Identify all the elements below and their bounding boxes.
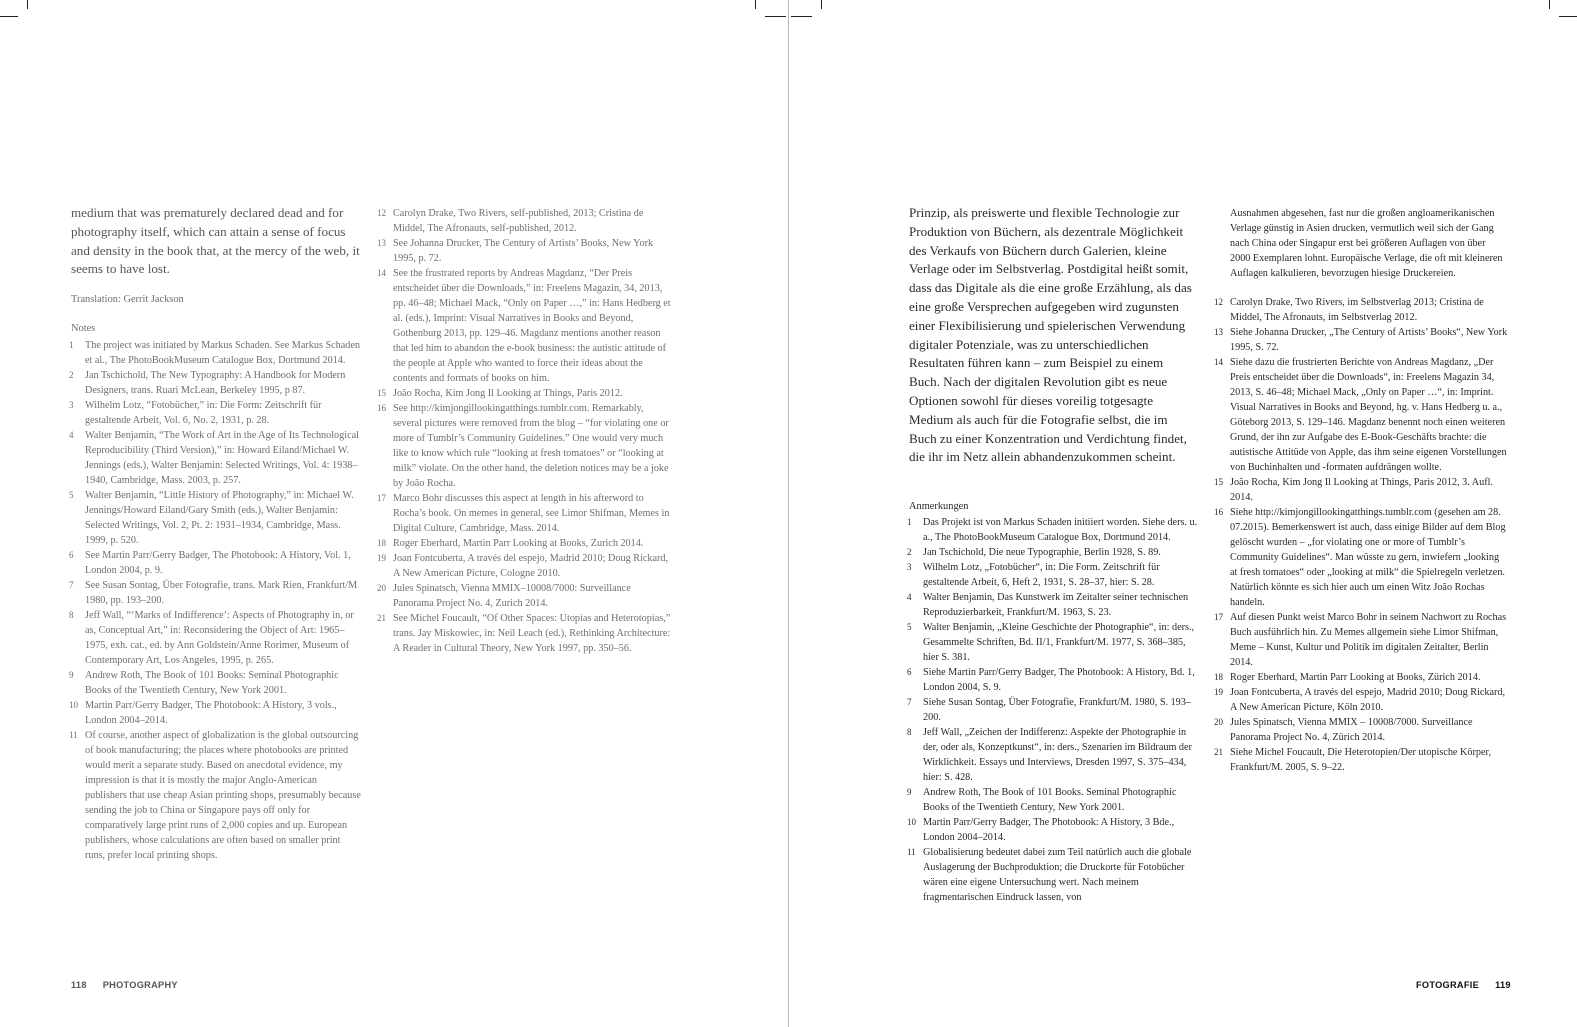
footnote	[909, 695, 1199, 725]
footnote-number: 9	[69, 670, 74, 680]
footnote-text: Siehe Martin Parr/Gerry Badger, The Photobook: A History, Bd. 1, London 2004, S. 9.	[923, 667, 1195, 693]
footnote-text: Wilhelm Lotz, “Fotobücher,” in: Die Form: Zeitschrift für gestaltende Arbeit, Vol. 6, No. 2, 1931, p. 28.	[85, 400, 322, 426]
footnote-text: Siehe Johanna Drucker, „The Century of Artists’ Books“, New York 1995, S. 72.	[1230, 327, 1508, 353]
footnote-number: 16	[377, 403, 386, 413]
footnote-text: Jules Spinatsch, Vienna MMIX–10008/7000: Surveillance Panorama Project No. 4, Zurich 2014.	[393, 583, 631, 609]
footnote	[909, 725, 1199, 785]
footnote-text: See the frustrated reports by Andreas Magdanz, “Der Preis entscheidet über die Downloads,” in: Freelens Magazin, 34, 2013, pp. 46–48; Michael Mack, “Only on Paper …,” in: Hans Hedberg et al. (eds.), Imprint: Visual Narratives in Books and Beyond, Gothenburg 2013, pp. 129–46. Magdanz mentions another reason that led him to abandon the e-book business: the autistic attitude of the people at Apple who wanted to force their ideas about the contents and formats of books on him.	[393, 268, 671, 384]
footnote-number: 15	[377, 388, 386, 398]
footnote	[71, 398, 361, 428]
footnote-text: Jan Tschichold, Die neue Typographie, Berlin 1928, S. 89.	[923, 547, 1161, 558]
notes-list	[71, 338, 361, 863]
footnote	[71, 548, 361, 578]
footnote-number: 4	[907, 592, 912, 602]
footnote	[379, 581, 671, 611]
footnote-number: 11	[69, 730, 78, 740]
footnote-text: Jeff Wall, “‘Marks of Indifference’: Aspects of Photography in, or as, Conceptual Art,” in: Reconsidering the Object of Art: 1965–1975, exh. cat., ed. by Ann Goldstein/Anne Rorimer, Museum of Contemporary Art, Los Angeles, 1995, p. 265.	[85, 610, 354, 666]
footnote-number: 2	[69, 370, 74, 380]
footnote-text: See Michel Foucault, “Of Other Spaces: Utopias and Heterotopias,” trans. Jay Miskowiec, in: Neil Leach (ed.), Rethinking Architecture: A Reader in Cultural Theory, New York 1997, pp. 350–56.	[393, 613, 671, 654]
footnote-number: 7	[907, 697, 912, 707]
footnote	[71, 428, 361, 488]
footnote-text: Andrew Roth, The Book of 101 Books. Seminal Photographic Books of the Twentieth Century, New York 2001.	[923, 787, 1177, 813]
footnote	[1216, 745, 1508, 775]
footnote	[909, 815, 1199, 845]
footnote-number: 10	[69, 700, 78, 710]
footnote-number: 6	[69, 550, 74, 560]
right-page	[789, 0, 1577, 1027]
footnote-number: 17	[377, 493, 386, 503]
footnote-number: 15	[1214, 477, 1223, 487]
footnote	[71, 668, 361, 698]
footnote	[379, 491, 671, 536]
footnote	[379, 236, 671, 266]
footnote-number: 17	[1214, 612, 1223, 622]
notes-list	[1216, 295, 1508, 775]
footnote	[71, 578, 361, 608]
page-footer	[1416, 980, 1511, 990]
intro-paragraph: medium that was prematurely declared dead and for photography itself, which can attain a sense of focus and density in the book that, at the mercy of the web, it seems to have lost.	[71, 205, 360, 277]
footnote-text: Siehe dazu die frustrierten Berichte von Andreas Magdanz, „Der Preis entscheidet über die Downloads“, in: Freelens Magazin 34, 2013, S. 46–48; Michael Mack, „Only on Paper …“, in: Imprint. Visual Narratives in Books and Beyond, hg. v. Hans Hedberg u. a., Göteborg 2013, S. 129–146. Magdanz benennt noch einen weiteren Grund, der ihn zur Aufgabe des E-Book-Geschäfts brachte: die autistische Attitüde von Apple, das ihm seine eigenen Vorstellungen von Buchinhalten und -formaten aufdrängen wollte.	[1230, 357, 1507, 473]
footnote-number: 21	[377, 613, 386, 623]
footnote-text: See Johanna Drucker, The Century of Artists’ Books, New York 1995, p. 72.	[393, 238, 654, 264]
footnote-number: 20	[377, 583, 386, 593]
footnote-text: Carolyn Drake, Two Rivers, self-published, 2013; Cristina de Middel, The Afronauts, self-published, 2012.	[393, 208, 644, 234]
footnote-number: 12	[377, 208, 386, 218]
footnote	[379, 206, 671, 236]
notes-heading: Notes	[71, 323, 96, 334]
footnote	[909, 785, 1199, 815]
notes-heading: Anmerkungen	[909, 501, 969, 512]
footnote-text: Walter Benjamin, “The Work of Art in the Age of Its Technological Reproducibility (Third Version),” in: Howard Eiland/Michael W. Jennings (eds.), Walter Benjamin: Selected Writings, Vol. 4: 1938–1940, Cambridge, Mass. 2003, p. 257.	[85, 430, 359, 486]
footnote-text: Of course, another aspect of globalization is the global outsourcing of book manufacturing; the places where photobooks are printed would merit a separate study. Based on anecdotal evidence, my impression is that it is mostly the major Anglo-American publishers that use cheap Asian printing shops, presumably because sending the job to China or Singapore pays off only for comparatively large print runs of 2,000 copies and up. European publishers, whose calculations are often based on smaller print runs, prefer local printing shops.	[85, 730, 361, 861]
footnote-number: 10	[907, 817, 916, 827]
footnote-number: 20	[1214, 717, 1223, 727]
footnote-number: 16	[1214, 507, 1223, 517]
footnote	[71, 698, 361, 728]
footnote	[71, 608, 361, 668]
footnote-number: 5	[69, 490, 74, 500]
footnote	[1216, 475, 1508, 505]
footnote-number: 13	[1214, 327, 1223, 337]
footnote-text: Auf diesen Punkt weist Marco Bohr in seinem Nachwort zu Rochas Buch ausführlich hin. Zu Memes allgemein siehe Limor Shifman, Meme – Kunst, Kultur und Politik im digitalen Zeitalter, Berlin 2014.	[1230, 612, 1507, 668]
footnote	[1216, 505, 1508, 610]
footnote-text: See http://kimjongillookingatthings.tumblr.com. Remarkably, several pictures were removed from the blog – “for violating one or more of Tumblr’s Community Guidelines.” One would very much like to know which rule “looking at fresh tomatoes” or “looking at milk” violate. On the other hand, the deletion notices may be a joke by João Rocha.	[393, 403, 669, 489]
footnote-text: Joan Fontcuberta, A través del espejo, Madrid 2010; Doug Rickard, A New American Picture, Cologne 2010.	[393, 553, 669, 579]
notes-continuation: Ausnahmen abgesehen, fast nur die großen angloamerikanischen Verlage günstig in Asien drucken, vermutlich weil sich der Gang nach China oder Singapur erst bei größeren Auflagen von über 2000 Exemplaren lohnt. Europäische Verlage, die oft mit kleineren Auflagen kalkulieren, bevorzugen hiesige Druckereien.	[1230, 208, 1503, 279]
left-page	[0, 0, 788, 1027]
footnote-text: João Rocha, Kim Jong Il Looking at Things, Paris 2012, 3. Aufl. 2014.	[1230, 477, 1493, 503]
footnote-text: Siehe Michel Foucault, Die Heterotopien/Der utopische Körper, Frankfurt/M. 2005, S. 9–22.	[1230, 747, 1491, 773]
footnote-number: 8	[69, 610, 74, 620]
footnote	[1216, 670, 1508, 685]
footnote-text: Siehe Susan Sontag, Über Fotografie, Frankfurt/M. 1980, S. 193–200.	[923, 697, 1191, 723]
footnote	[379, 611, 671, 656]
running-head: FOTOGRAFIE	[1416, 980, 1480, 990]
footnote-text: Joan Fontcuberta, A través del espejo, Madrid 2010; Doug Rickard, A New American Picture, Köln 2010.	[1230, 687, 1506, 713]
notes-list	[379, 206, 671, 656]
footnote-number: 14	[1214, 357, 1223, 367]
notes-list	[909, 515, 1199, 905]
footnote-number: 6	[907, 667, 912, 677]
intro-paragraph: Prinzip, als preiswerte und flexible Technologie zur Produktion von Büchern, als dezentrale Möglichkeit des Verkaufs von Büchern durch Galerien, kleine Verlage oder im Selbstverlag. Postdigital heißt somit, dass das Digitale als die eine große Erzählung, als das eine große Versprechen aufgegeben wird zugunsten einer Flexibilisierung und spielerischen Verwendung digitaler Potenziale, was zu unterschiedlichen Resultaten führen kann – zum Beispiel zu einem Buch. Nach der digitalen Revolution gibt es neue Optionen sowohl für dieses voreilig totgesagte Medium als auch für die Fotografie selbst, die im Buch zu einer Konzentration und Verdichtung findet, die ihr im Netz allein abhandenzukommen scheint.	[909, 205, 1192, 465]
footnote-number: 2	[907, 547, 912, 557]
footnote-number: 4	[69, 430, 74, 440]
footnote	[909, 590, 1199, 620]
footnote-text: Jeff Wall, „Zeichen der Indifferenz: Aspekte der Photographie in der, oder als, Konzeptkunst“, in: ders., Szenarien im Bildraum der Wirklichkeit. Essays und Interviews, Dresden 1997, S. 375–434, hier: S. 428.	[923, 727, 1192, 783]
footnote-number: 13	[377, 238, 386, 248]
footnote-number: 11	[907, 847, 916, 857]
footnote	[379, 266, 671, 386]
footnote	[71, 488, 361, 548]
footnote-text: See Susan Sontag, Über Fotografie, trans. Mark Rien, Frankfurt/M 1980, pp. 193–200.	[85, 580, 358, 606]
footnote	[909, 515, 1199, 545]
footnote-text: Das Projekt ist von Markus Schaden initiiert worden. Siehe ders. u. a., The PhotoBookMuseum Catalogue Box, Dortmund 2014.	[923, 517, 1198, 543]
footnote-text: Andrew Roth, The Book of 101 Books: Seminal Photographic Books of the Twentieth Century, New York 2001.	[85, 670, 339, 696]
footnote	[1216, 325, 1508, 355]
footnote	[1216, 610, 1508, 670]
footnote-number: 12	[1214, 297, 1223, 307]
footnote	[379, 386, 671, 401]
footnote-text: Siehe http://kimjongillookingatthings.tumblr.com (gesehen am 28. 07.2015). Bemerkenswert ist auch, dass einige Bilder auf dem Blog gelöscht wurden – „for violating one or more of Tumblr’s Community Guidelines“. Man wüsste zu gern, inwiefern „looking at fresh tomatoes“ oder „looking at milk“ die Spielregeln verletzen. Natürlich könnte es sich hier auch um einen Witz João Rochas handeln.	[1230, 507, 1506, 608]
footnote-number: 7	[69, 580, 74, 590]
footnote-text: Carolyn Drake, Two Rivers, im Selbstverlag 2013; Cristina de Middel, The Afronauts, im Selbstverlag 2012.	[1230, 297, 1484, 323]
footnote-number: 19	[377, 553, 386, 563]
footnote-text: Roger Eberhard, Martin Parr Looking at Books, Zürich 2014.	[1230, 672, 1481, 683]
footnote-text: Wilhelm Lotz, „Fotobücher“, in: Die Form. Zeitschrift für gestaltende Arbeit, 6, Heft 2, 1931, S. 28–37, hier: S. 28.	[923, 562, 1160, 588]
footnote-text: Martin Parr/Gerry Badger, The Photobook: A History, 3 Bde., London 2004–2014.	[923, 817, 1175, 843]
footnote	[71, 338, 361, 368]
footnote-text: Marco Bohr discusses this aspect at length in his afterword to Rocha’s book. On memes in general, see Limor Shifman, Memes in Digital Culture, Cambridge, Mass. 2014.	[393, 493, 670, 534]
footnote-text: Roger Eberhard, Martin Parr Looking at Books, Zurich 2014.	[393, 538, 644, 549]
footnote	[379, 551, 671, 581]
footnote-text: João Rocha, Kim Jong Il Looking at Things, Paris 2012.	[393, 388, 623, 399]
footnote-text: Jan Tschichold, The New Typography: A Handbook for Modern Designers, trans. Ruari McLean, Berkeley 1995, p 87.	[85, 370, 346, 396]
footnote-number: 5	[907, 622, 912, 632]
footnote-number: 14	[377, 268, 386, 278]
footnote	[71, 728, 361, 863]
footnote	[1216, 715, 1508, 745]
footnote-number: 3	[69, 400, 74, 410]
footnote	[1216, 295, 1508, 325]
footnote	[71, 368, 361, 398]
footnote	[379, 536, 671, 551]
footnote-number: 1	[69, 340, 74, 350]
footnote-number: 1	[907, 517, 912, 527]
footnote	[909, 560, 1199, 590]
footnote-number: 9	[907, 787, 912, 797]
footnote-number: 8	[907, 727, 912, 737]
footnote	[1216, 685, 1508, 715]
footnote	[909, 620, 1199, 665]
footnote-number: 3	[907, 562, 912, 572]
translation-credit: Translation: Gerrit Jackson	[71, 294, 184, 305]
footnote-text: Jules Spinatsch, Vienna MMIX – 10008/7000. Surveillance Panorama Project No. 4, Zürich 2014.	[1230, 717, 1473, 743]
footnote-number: 19	[1214, 687, 1223, 697]
running-head: PHOTOGRAPHY	[102, 980, 178, 990]
footnote-number: 18	[1214, 672, 1223, 682]
footnote	[909, 665, 1199, 695]
page-number: 119	[1495, 980, 1511, 990]
footnote-text: Martin Parr/Gerry Badger, The Photobook: A History, 3 vols., London 2004–2014.	[85, 700, 337, 726]
footnote-text: Walter Benjamin, “Little History of Photography,” in: Michael W. Jennings/Howard Eiland/Gary Smith (eds.), Walter Benjamin: Selected Writings, Vol. 2, Pt. 2: 1931–1934, Cambridge, Mass. 1999, p. 520.	[85, 490, 354, 546]
footnote	[909, 845, 1199, 905]
page-number: 118	[71, 980, 87, 990]
footnote	[909, 545, 1199, 560]
footnote	[1216, 355, 1508, 475]
footnote-text: Globalisierung bedeutet dabei zum Teil natürlich auch die globale Auslagerung der Buchproduktion; die Druckorte für Fotobücher wären eine eigene Untersuchung wert. Nach meinem fragmentarischen Eindruck lassen, von	[923, 847, 1192, 903]
page-footer	[71, 980, 178, 990]
footnote-number: 18	[377, 538, 386, 548]
footnote-text: Walter Benjamin, Das Kunstwerk im Zeitalter seiner technischen Reproduzierbarkeit, Frankfurt/M. 1963, S. 23.	[923, 592, 1189, 618]
footnote-number: 21	[1214, 747, 1223, 757]
footnote-text: Walter Benjamin, „Kleine Geschichte der Photographie“, in: ders., Gesammelte Schriften, Bd. II/1, Frankfurt/M. 1977, S. 368–385, hier S. 381.	[923, 622, 1195, 663]
footnote-text: See Martin Parr/Gerry Badger, The Photobook: A History, Vol. 1, London 2004, p. 9.	[85, 550, 351, 576]
footnote-text: The project was initiated by Markus Schaden. See Markus Schaden et al., The PhotoBookMuseum Catalogue Box, Dortmund 2014.	[85, 340, 360, 366]
footnote	[379, 401, 671, 491]
